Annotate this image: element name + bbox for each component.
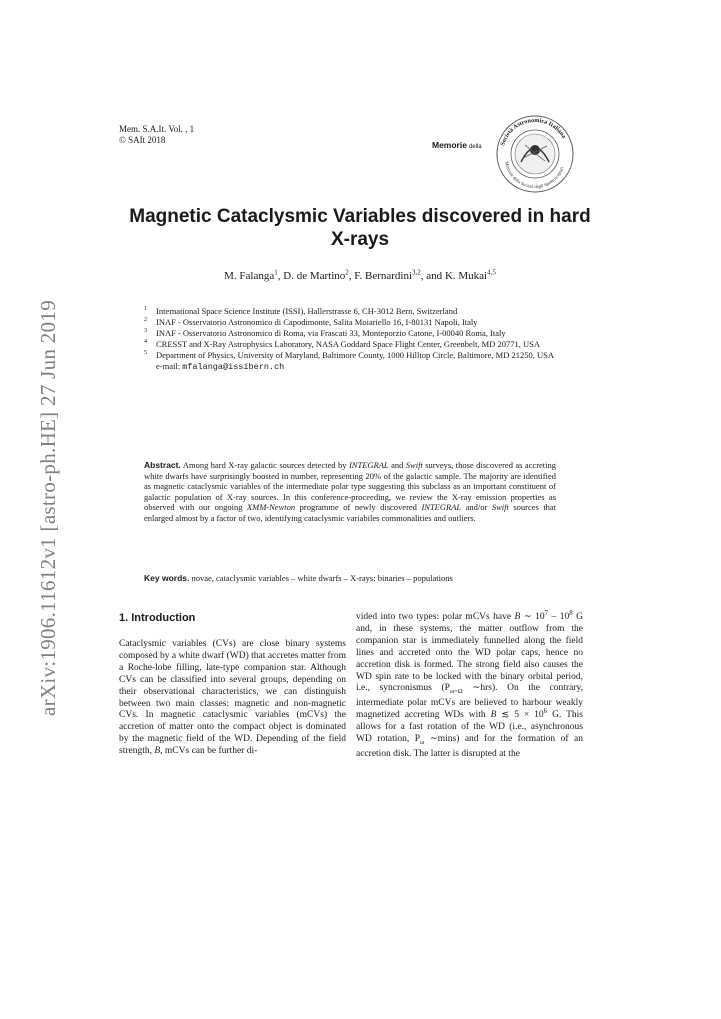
abstract-text: programme of newly discovered <box>299 502 417 513</box>
body-paragraph <box>356 608 583 761</box>
arxiv-identifier: arXiv:1906.11612v1 [astro-ph.HE] 27 Jun 2019 <box>36 300 60 717</box>
math-symbol: B <box>490 710 497 721</box>
copyright-line: © SAIt 2018 <box>119 135 166 145</box>
arxiv-stamp <box>0 0 60 1019</box>
math-number: 10 <box>559 612 570 622</box>
memorie-label <box>432 140 482 150</box>
affiliation-text: CRESST and X-Ray Astrophysics Laboratory, NASA Goddard Space Flight Center, Greenbelt, MD 20771, USA <box>156 339 541 349</box>
affiliation-number: 3 <box>144 328 147 334</box>
affiliation-list <box>144 306 556 373</box>
author-name: D. de Martino <box>283 270 346 282</box>
abstract-text: and <box>391 460 404 470</box>
affiliation-item <box>144 339 556 350</box>
author-affil-sup: 3,2 <box>412 268 421 277</box>
abstract-text: and/or <box>465 502 488 513</box>
math-symbol: – <box>548 612 560 622</box>
author-name: F. Bernardini <box>354 270 413 282</box>
della-word: della <box>468 144 482 150</box>
body-text: , mCVs can be further di- <box>160 746 258 757</box>
abstract-text: Among hard X-ray galactic sources detected by <box>182 460 347 470</box>
society-seal-logo <box>493 112 577 196</box>
body-text: G. This allows for a fast rotation of the WD (i.e., asynchronous WD rotation, P <box>356 710 583 744</box>
affiliation-item <box>144 350 556 361</box>
seal-text-top: Società Astronomica Italiana <box>499 116 568 147</box>
affiliation-text: Department of Physics, University of Maryland, Baltimore County, 1000 Hilltop Circle, Baltimore, MD 21250, USA <box>156 350 554 360</box>
author-affil-sup: 4,5 <box>487 268 496 277</box>
math-symbol: B <box>154 746 161 757</box>
contact-email-line <box>144 361 556 373</box>
math-symbol: ∼ <box>523 612 532 622</box>
author-list: M. Falanga$^1$, D. de Martino$^2$, F. Bernardini$^{3,2}$, and K. Mukai$^{4,5}$ <box>224 268 496 282</box>
affiliation-text: International Space Science Institute (ISSI), Hallerstrasse 6, CH-3012 Bern, Switzerland <box>156 306 458 316</box>
email-label: e-mail: <box>156 361 181 371</box>
math-exponent: 6 <box>543 706 548 715</box>
mission-name: Swift <box>405 460 423 470</box>
math-symbol: B <box>514 612 521 622</box>
body-paragraph <box>119 639 346 758</box>
affiliation-text: INAF - Osservatorio Astronomico di Capodimonte, Salita Moiariello 16, I-80131 Napoli, Italy <box>156 317 478 327</box>
keywords-text: novae, cataclysmic variables – white dwarfs – X-rays: binaries – populations <box>191 573 453 583</box>
paper-title: Magnetic Cataclysmic Variables discovered in hard X-rays <box>129 206 591 250</box>
body-text: G and, in these systems, the matter outflow from the companion star is immediately funnelled along the field lines and accreted onto the WD polar caps, hence no accretion disk is formed. The strong field also causes the WD spin rate to be locked with the binary orbital period, i.e., syncronismus (P <box>356 612 583 694</box>
math-exponent: 8 <box>569 608 573 617</box>
affiliation-text: INAF - Osservatorio Astronomico di Roma, via Frascati 33, Monteporzio Catone, I-00040 Roma, Italy <box>156 328 506 338</box>
body-text: vided into two types: polar mCVs have <box>356 612 512 622</box>
math-subscript: ω=Ω <box>449 688 463 696</box>
memorie-word: Memorie <box>432 140 467 150</box>
body-text: ∼mins) and for the formation of an accretion disk. The latter is disrupted at the <box>356 733 583 759</box>
email-address-link[interactable]: mfalanga@issibern.ch <box>182 362 285 372</box>
section-heading: 1. Introduction <box>119 612 196 624</box>
keywords-label: Key words. <box>144 573 190 583</box>
author-name: M. Falanga <box>224 270 275 282</box>
body-text: Cataclysmic variables (CVs) are close binary systems composed by a white dwarf (WD) that accretes matter from a Roche-lobe filling, late-type companion star. Although CVs can be classified into several groups, depending on their observational characteristics, we can distinguish between two main classes: magnetic and non-magnetic CVs. In magnetic cataclysmic variables (mCVs) the accretion of matter onto the compact object is dominated by the magnetic field of the WD. Depending of the field strength, <box>119 639 346 757</box>
mission-name: Swift <box>491 502 509 513</box>
keywords <box>144 573 556 583</box>
journal-volume-line: Mem. S.A.It. Vol. , 1 <box>119 124 195 134</box>
author-affil-sup: 2 <box>345 268 349 277</box>
body-column-right <box>356 608 583 761</box>
author-conjunction: and <box>426 270 443 282</box>
affiliation-number: 1 <box>144 306 147 312</box>
mission-name: INTEGRAL <box>421 502 462 513</box>
abstract <box>144 460 556 524</box>
affiliation-item <box>144 306 556 317</box>
mission-name: INTEGRAL <box>348 460 389 470</box>
affiliation-item <box>144 328 556 339</box>
mission-name: XMM-Newton <box>246 502 296 513</box>
abstract-text: sources that enlarged almost by a factor of two, identifying cataclysmic variabiles commonalities and outliers. <box>144 502 557 523</box>
math-exponent: 7 <box>544 608 549 617</box>
body-text: ∼hrs). On the contrary, intermediate polar mCVs are believed to harbour weakly magnetized accreting WDs with <box>356 683 583 721</box>
author-affil-sup: 1 <box>274 268 278 277</box>
affiliation-item <box>144 317 556 328</box>
author-name: K. Mukai <box>444 270 488 282</box>
affiliation-number: 4 <box>144 339 147 345</box>
math-number: 10 <box>535 612 545 622</box>
abstract-text: surveys, those discovered as accreting white dwarfs have surprisingly boosted in number, representing 20% of the galactic sample. The majority are identified as magnetic cataclysmic variables of the intermediate polar type suggesting this subclass as an important constituent of galactic population of X-ray sources. In this conference-proceeding, we review the X-ray emission properties as observed with our ongoing <box>144 460 557 513</box>
abstract-label: Abstract. <box>144 460 181 470</box>
journal-header <box>119 124 194 146</box>
math-expression: ≲ 5 × 10 <box>496 710 544 721</box>
body-column-left <box>119 639 346 758</box>
affiliation-number: 5 <box>144 350 147 356</box>
math-subscript: ω <box>420 738 425 746</box>
seal-text-bottom: Memorie della Società degli Spettroscopisti <box>504 160 565 190</box>
affiliation-number: 2 <box>144 317 147 323</box>
